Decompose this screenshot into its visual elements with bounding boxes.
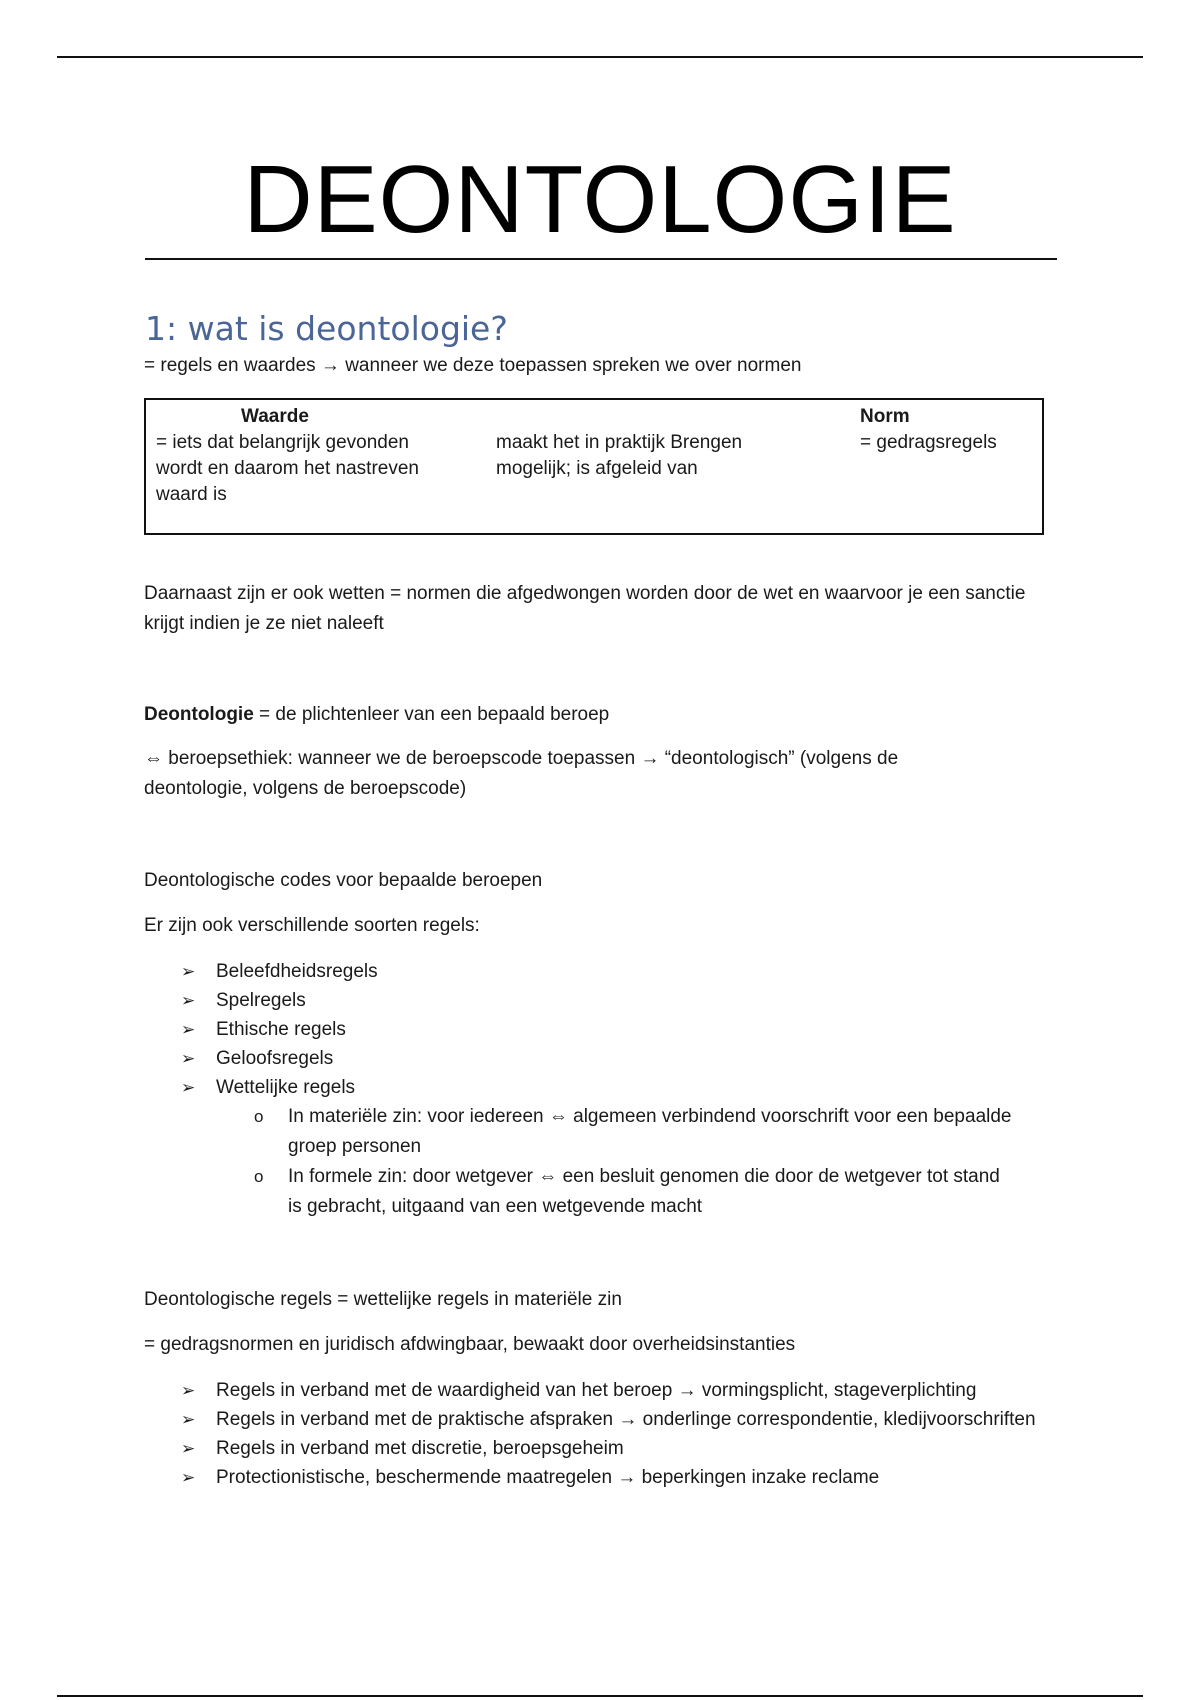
codes-paragraph: Deontologische codes voor bepaalde beroepen (144, 870, 543, 891)
list-item: ➢ Spelregels (144, 986, 1018, 1015)
table-cell-waarde: = iets dat belangrijk gevonden wordt en daarom het nastreven waard is (156, 432, 419, 505)
table-cell-norm: = gedragsregels (860, 432, 997, 453)
arrow-bullet-icon: ➢ (181, 1439, 196, 1458)
list-item: ➢ Beleefdheidsregels (144, 957, 1018, 986)
page-title: DEONTOLOGIE (243, 146, 957, 253)
regels-paragraph: Deontologische regels = wettelijke regels in materiële zin (144, 1289, 622, 1310)
rule-types-list (144, 957, 1018, 1222)
list-item: ➢ Regels in verband met discretie, beroepsgeheim (144, 1434, 1064, 1463)
arrow-bullet-icon: ➢ (181, 1381, 196, 1400)
title-underline (145, 258, 1057, 260)
list-item: ➢ Geloofsregels (144, 1044, 1018, 1073)
deontologie-definition (144, 700, 609, 730)
table-header-norm: Norm (860, 406, 910, 427)
beroepsethiek-paragraph: ⇔ beroepsethiek: wanneer we de beroepscode toepassen → “deontologisch” (volgens de deontologie, volgens de beroepscode) (144, 748, 899, 799)
list-item: ➢ Protectionistische, beschermende maatregelen → beperkingen inzake reclame (144, 1463, 1064, 1492)
circle-bullet-icon: o (254, 1107, 264, 1126)
section-heading: 1: wat is deontologie? (145, 309, 508, 348)
list-item: ➢ Wettelijke regels o In materiële zin: voor iedereen ⇔ algemeen verbindend voorschrift voor een bepaalde groep personen o In formele zin: door wetgever ⇔ een besluit genomen die door de wetgever tot stand is gebracht, uitgaand van een wetgevende macht (144, 1073, 1018, 1222)
circle-bullet-icon: o (254, 1167, 264, 1186)
top-border-line (57, 56, 1143, 58)
list-item: ➢ Ethische regels (144, 1015, 1018, 1044)
arrow-bullet-icon: ➢ (181, 962, 196, 981)
gedragsnormen-paragraph: = gedragsnormen en juridisch afdwingbaar, bewaakt door overheidsinstanties (144, 1334, 796, 1355)
arrow-bullet-icon: ➢ (181, 1468, 196, 1487)
deontologie-term: Deontologie (144, 704, 254, 725)
arrow-bullet-icon: ➢ (181, 1049, 196, 1068)
arrow-bullet-icon: ➢ (181, 1020, 196, 1039)
soorten-paragraph: Er zijn ook verschillende soorten regels: (144, 915, 480, 936)
bottom-border-line (57, 1695, 1143, 1697)
values-table (144, 398, 1044, 535)
sublist-item: o In formele zin: door wetgever ⇔ een besluit genomen die door de wetgever tot stand is gebracht, uitgaand van een wetgevende macht (216, 1162, 1018, 1222)
arrow-bullet-icon: ➢ (181, 1078, 196, 1097)
table-cell-middle: maakt het in praktijk Brengen mogelijk; is afgeleid van (496, 432, 743, 479)
table-header-waarde: Waarde (241, 406, 309, 427)
list-item: ➢ Regels in verband met de waardigheid van het beroep → vormingsplicht, stageverplichting (144, 1376, 1064, 1405)
sublist-item: o In materiële zin: voor iedereen ⇔ algemeen verbindend voorschrift voor een bepaalde groep personen (216, 1102, 1018, 1162)
deontologie-def-text: = de plichtenleer van een bepaald beroep (253, 704, 610, 725)
arrow-bullet-icon: ➢ (181, 991, 196, 1010)
intro-text: = regels en waardes → wanneer we deze toepassen spreken we over normen (144, 355, 802, 376)
list-item: ➢ Regels in verband met de praktische afspraken → onderlinge correspondentie, kledijvoorschriften (144, 1405, 1064, 1434)
arrow-bullet-icon: ➢ (181, 1410, 196, 1429)
legal-rules-sublist (216, 1102, 1018, 1222)
wetten-paragraph: Daarnaast zijn er ook wetten = normen die afgedwongen worden door de wet en waarvoor je een sanctie krijgt indien je ze niet naleeft (144, 583, 1026, 634)
deontological-rules-list (144, 1376, 1064, 1492)
